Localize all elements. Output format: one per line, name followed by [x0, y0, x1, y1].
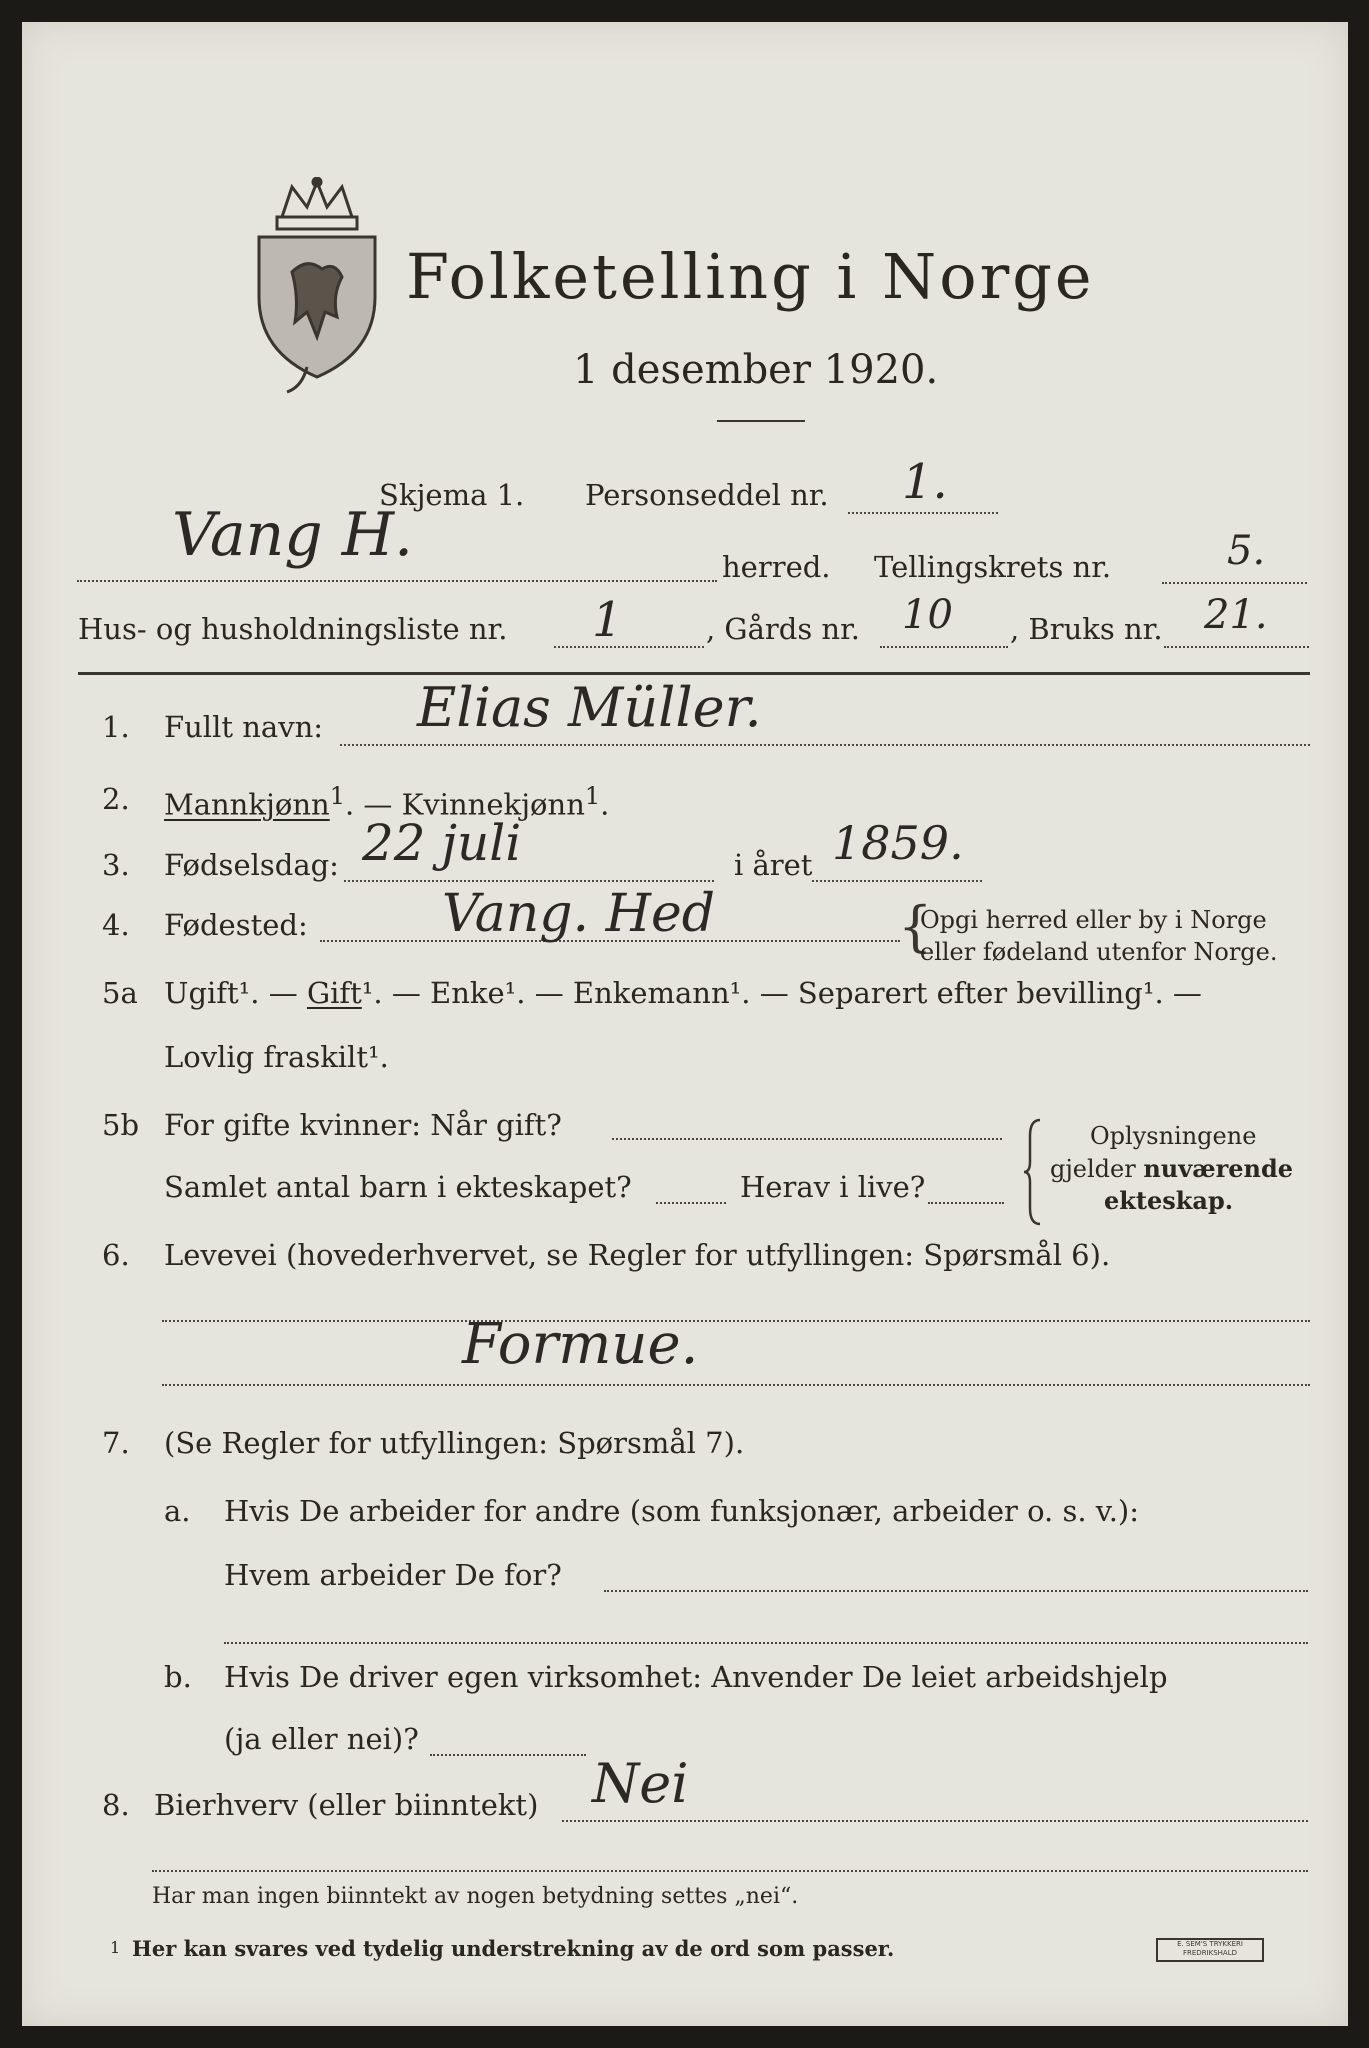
- hus-field-line: [554, 646, 704, 648]
- bruks-label: , Bruks nr.: [1010, 612, 1163, 646]
- q1-label: Fullt navn:: [164, 710, 324, 744]
- q4-note-brace: {: [898, 895, 933, 958]
- q8-field-line-1: [562, 1820, 1308, 1822]
- herred-value: Vang H.: [172, 500, 414, 570]
- q5b-line1: For gifte kvinner: Når gift?: [164, 1108, 562, 1142]
- q5b-number: 5b: [102, 1108, 140, 1142]
- q5b-note-line2: [1050, 1154, 1293, 1183]
- gards-field-line: [880, 646, 1008, 648]
- q7a-letter: a.: [164, 1494, 191, 1528]
- q5a-gift-option: Gift: [306, 976, 362, 1010]
- q6-number: 6.: [102, 1238, 130, 1272]
- q7a-field-line-1: [604, 1590, 1308, 1592]
- footnote-marker: 1: [110, 1938, 121, 1957]
- q5a-number: 5a: [102, 976, 138, 1010]
- q7a-line1: Hvis De arbeider for andre (som funksjonær, arbeider o. s. v.):: [224, 1494, 1140, 1528]
- tellingskrets-label: Tellingskrets nr.: [874, 550, 1112, 584]
- q6-field-line-2: [162, 1384, 1310, 1386]
- q7b-line2: (ja eller nei)?: [224, 1722, 419, 1756]
- q7b-line1: Hvis De driver egen virksomhet: Anvender De leiet arbeidshjelp: [224, 1660, 1168, 1694]
- q1-number: 1.: [102, 710, 130, 744]
- personseddel-label: Personseddel nr.: [585, 478, 829, 512]
- q5b-alive-field-line: [928, 1202, 1004, 1204]
- q5b-children-field-line: [656, 1202, 726, 1204]
- hus-label: Hus- og husholdningsliste nr.: [78, 612, 508, 646]
- personseddel-value: 1.: [902, 454, 948, 510]
- q3-number: 3.: [102, 848, 130, 882]
- q4-number: 4.: [102, 908, 130, 942]
- q3-year-answer: 1859.: [832, 816, 964, 870]
- census-form-page: [22, 22, 1348, 2026]
- printer-stamp-line1: E. SEM'S TRYKKERI: [1177, 1940, 1243, 1948]
- q5b-married-field-line: [612, 1138, 1002, 1140]
- q5a-other-options: ¹. — Enke¹. — Enkemann¹. — Separert efter bevilling¹. —: [361, 976, 1202, 1010]
- q5b-note-brace: [1022, 1118, 1044, 1226]
- q3-label: Fødselsdag:: [164, 848, 339, 882]
- personseddel-field-line: [848, 512, 998, 514]
- q2-options: Mannkjønn$^1$. — Kvinnekjønn$^1$.: [164, 782, 610, 822]
- q4-label: Fødested:: [164, 908, 308, 942]
- form-title: Folketelling i Norge: [406, 240, 1095, 313]
- q8-answer: Nei: [592, 1752, 689, 1815]
- q2-female-option: Kvinnekjønn: [401, 787, 585, 822]
- q5b-note-gjelder: gjelder: [1050, 1155, 1144, 1183]
- printer-stamp: [1156, 1938, 1264, 1962]
- header-divider: [78, 672, 1310, 675]
- tellingskrets-value: 5.: [1227, 528, 1266, 574]
- q3-year-label: i året: [734, 848, 813, 882]
- herred-field-line: [77, 580, 717, 582]
- q5a-line2: Lovlig fraskilt¹.: [164, 1040, 389, 1074]
- tellingskrets-field-line: [1162, 582, 1307, 584]
- q2-male-option: Mannkjønn: [164, 787, 330, 822]
- q7b-letter: b.: [164, 1660, 192, 1694]
- footnote-text: Her kan svares ved tydelig understrekning av de ord som passer.: [132, 1936, 895, 1961]
- printer-stamp-line2: FREDRIKSHALD: [1182, 1949, 1237, 1957]
- q5b-alive-label: Herav i live?: [740, 1170, 926, 1204]
- q5b-note-line3: ekteskap.: [1104, 1186, 1234, 1215]
- q7a-field-line-2: [224, 1642, 1308, 1644]
- q1-answer-name: Elias Müller.: [417, 676, 762, 739]
- q5b-note-nuvaerende: nuværende: [1143, 1154, 1294, 1183]
- q3-day-answer: 22 juli: [362, 814, 522, 872]
- q4-note-line1: Opgi herred eller by i Norge: [920, 906, 1267, 934]
- q5a-line1: [164, 976, 1202, 1010]
- q6-answer: Formue.: [462, 1312, 699, 1377]
- norwegian-coat-of-arms-icon: [247, 177, 387, 397]
- no-income-note: Har man ingen biinntekt av nogen betydning settes „nei“.: [152, 1884, 799, 1909]
- bruks-field-line: [1164, 646, 1309, 648]
- census-date: 1 desember 1920.: [573, 347, 939, 393]
- q6-field-line-1: [162, 1320, 1310, 1322]
- q7b-field-line: [430, 1754, 586, 1756]
- q4-note-line2: eller fødeland utenfor Norge.: [920, 938, 1278, 966]
- q7a-line2: Hvem arbeider De for?: [224, 1558, 562, 1592]
- q5b-note-line1: Oplysningene: [1090, 1122, 1257, 1150]
- q3-year-field-line: [812, 880, 982, 882]
- q8-label: Bierhverv (eller biinntekt): [154, 1788, 539, 1822]
- q3-day-field-line: [344, 880, 714, 882]
- gards-value: 10: [902, 592, 953, 638]
- q2-number: 2.: [102, 782, 130, 816]
- skjema-label: Skjema 1.: [379, 478, 525, 512]
- title-divider: [717, 420, 805, 422]
- q6-label: Levevei (hovederhvervet, se Regler for utfyllingen: Spørsmål 6).: [164, 1238, 1111, 1272]
- q1-field-line: [340, 744, 1310, 746]
- q2-end: .: [600, 787, 610, 822]
- q5a-ugift-option: Ugift¹. —: [164, 976, 307, 1010]
- q4-answer: Vang. Hed: [442, 884, 716, 944]
- bruks-value: 21.: [1204, 592, 1268, 638]
- q8-number: 8.: [102, 1788, 130, 1822]
- q5b-children-label: Samlet antal barn i ekteskapet?: [164, 1170, 632, 1204]
- q7-number: 7.: [102, 1426, 130, 1460]
- gards-label: , Gårds nr.: [706, 612, 860, 646]
- herred-label: herred.: [722, 550, 831, 584]
- q8-field-line-2: [152, 1870, 1308, 1872]
- q7-label: (Se Regler for utfyllingen: Spørsmål 7).: [164, 1426, 745, 1460]
- hus-value: 1: [592, 592, 623, 648]
- q2-separator: . —: [345, 787, 402, 822]
